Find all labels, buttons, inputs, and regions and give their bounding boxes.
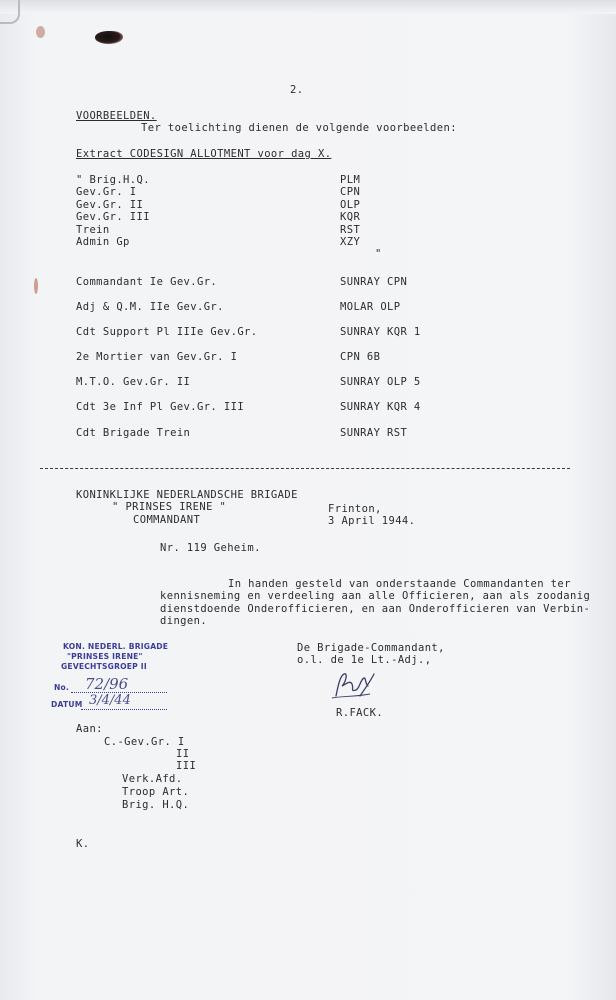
dashed-divider (40, 468, 570, 469)
recipient: II (176, 748, 190, 760)
body-line: dingen. (160, 615, 208, 627)
stamp-dotted-line (81, 709, 167, 710)
allotment-unit: Gev.Gr. II (76, 199, 144, 211)
body-line: dienstdoende Onderofficieren, en aan Onderofficieren van Verbin- (160, 603, 591, 615)
stamp-no-value: 72/96 (85, 675, 129, 693)
extract-title: Extract CODESIGN ALLOTMENT voor dag X. (76, 148, 332, 160)
section-heading: VOORBEELDEN. (76, 110, 157, 122)
org-subtitle: " PRINSES IRENE " (112, 501, 227, 513)
stamp-line: "PRINSES IRENE" (67, 652, 143, 661)
signatory-name: R.FACK. (336, 707, 384, 719)
stamp-no-label: No. (54, 683, 70, 692)
reference-number: Nr. 119 Geheim. (160, 542, 261, 554)
org-name: KONINKLIJKE NEDERLANDSCHE BRIGADE (76, 489, 298, 501)
example-unit: Cdt Brigade Trein (76, 427, 191, 439)
paper-edge (0, 0, 616, 14)
example-unit: Cdt Support Pl IIIe Gev.Gr. (76, 326, 258, 338)
place: Frinton, (328, 503, 382, 515)
allotment-code: RST (340, 224, 361, 236)
unit-stamp (51, 641, 176, 713)
punch-hole-mark (0, 0, 20, 24)
page-number: 2. (290, 84, 304, 96)
intro-text: Ter toelichting dienen de volgende voorbeelden: (141, 122, 457, 134)
example-code: SUNRAY OLP 5 (340, 376, 421, 388)
example-code: CPN 6B (340, 351, 381, 363)
footer-initial: K. (76, 838, 90, 850)
distribution-label: Aan: (76, 723, 103, 735)
stamp-datum-value: 3/4/44 (89, 693, 131, 708)
signatory-title: De Brigade-Commandant, (297, 642, 445, 654)
allotment-code: OLP (340, 199, 361, 211)
ink-blot (95, 31, 123, 44)
allotment-unit: Gev.Gr. III (76, 211, 150, 223)
allotment-unit: Gev.Gr. I (76, 186, 137, 198)
body-line: kennisneming en verdeeling aan alle Officieren, aan als zoodanig (160, 590, 591, 602)
stamp-datum-label: DATUM (51, 700, 83, 709)
example-unit: Cdt 3e Inf Pl Gev.Gr. III (76, 401, 245, 413)
example-code: SUNRAY CPN (340, 276, 408, 288)
org-role: COMMANDANT (133, 514, 201, 526)
allotment-code: CPN (340, 186, 361, 198)
example-code: SUNRAY KQR 4 (340, 401, 421, 413)
staple-mark (34, 278, 38, 294)
recipient: Troop Art. (122, 786, 190, 798)
ditto-mark: " (375, 248, 382, 260)
allotment-unit: Admin Gp (76, 236, 130, 248)
recipient: C.-Gev.Gr. I (104, 736, 185, 748)
allotment-code: KQR (340, 211, 361, 223)
example-code: SUNRAY RST (340, 427, 408, 439)
signatory-proxy: o.l. de 1e Lt.-Adj., (297, 654, 432, 666)
allotment-unit: Trein (76, 224, 110, 236)
body-line: In handen gesteld van onderstaande Commandanten ter (228, 578, 571, 590)
allotment-code: PLM (340, 174, 361, 186)
example-unit: Adj & Q.M. IIe Gev.Gr. (76, 301, 224, 313)
example-code: MOLAR OLP (340, 301, 401, 313)
stamp-line: GEVECHTSGROEP II (61, 662, 147, 671)
handwritten-signature (330, 668, 380, 702)
allotment-unit: " Brig.H.Q. (76, 174, 150, 186)
recipient: Brig. H.Q. (122, 799, 190, 811)
recipient: Verk.Afd. (122, 773, 183, 785)
example-unit: 2e Mortier van Gev.Gr. I (76, 351, 238, 363)
stamp-line: KON. NEDERL. BRIGADE (63, 642, 169, 651)
example-unit: M.T.O. Gev.Gr. II (76, 376, 191, 388)
allotment-code: XZY (340, 236, 361, 248)
example-code: SUNRAY KQR 1 (340, 326, 421, 338)
date: 3 April 1944. (328, 515, 416, 527)
recipient: III (176, 760, 197, 772)
example-unit: Commandant Ie Gev.Gr. (76, 276, 218, 288)
rust-stain (36, 26, 45, 38)
